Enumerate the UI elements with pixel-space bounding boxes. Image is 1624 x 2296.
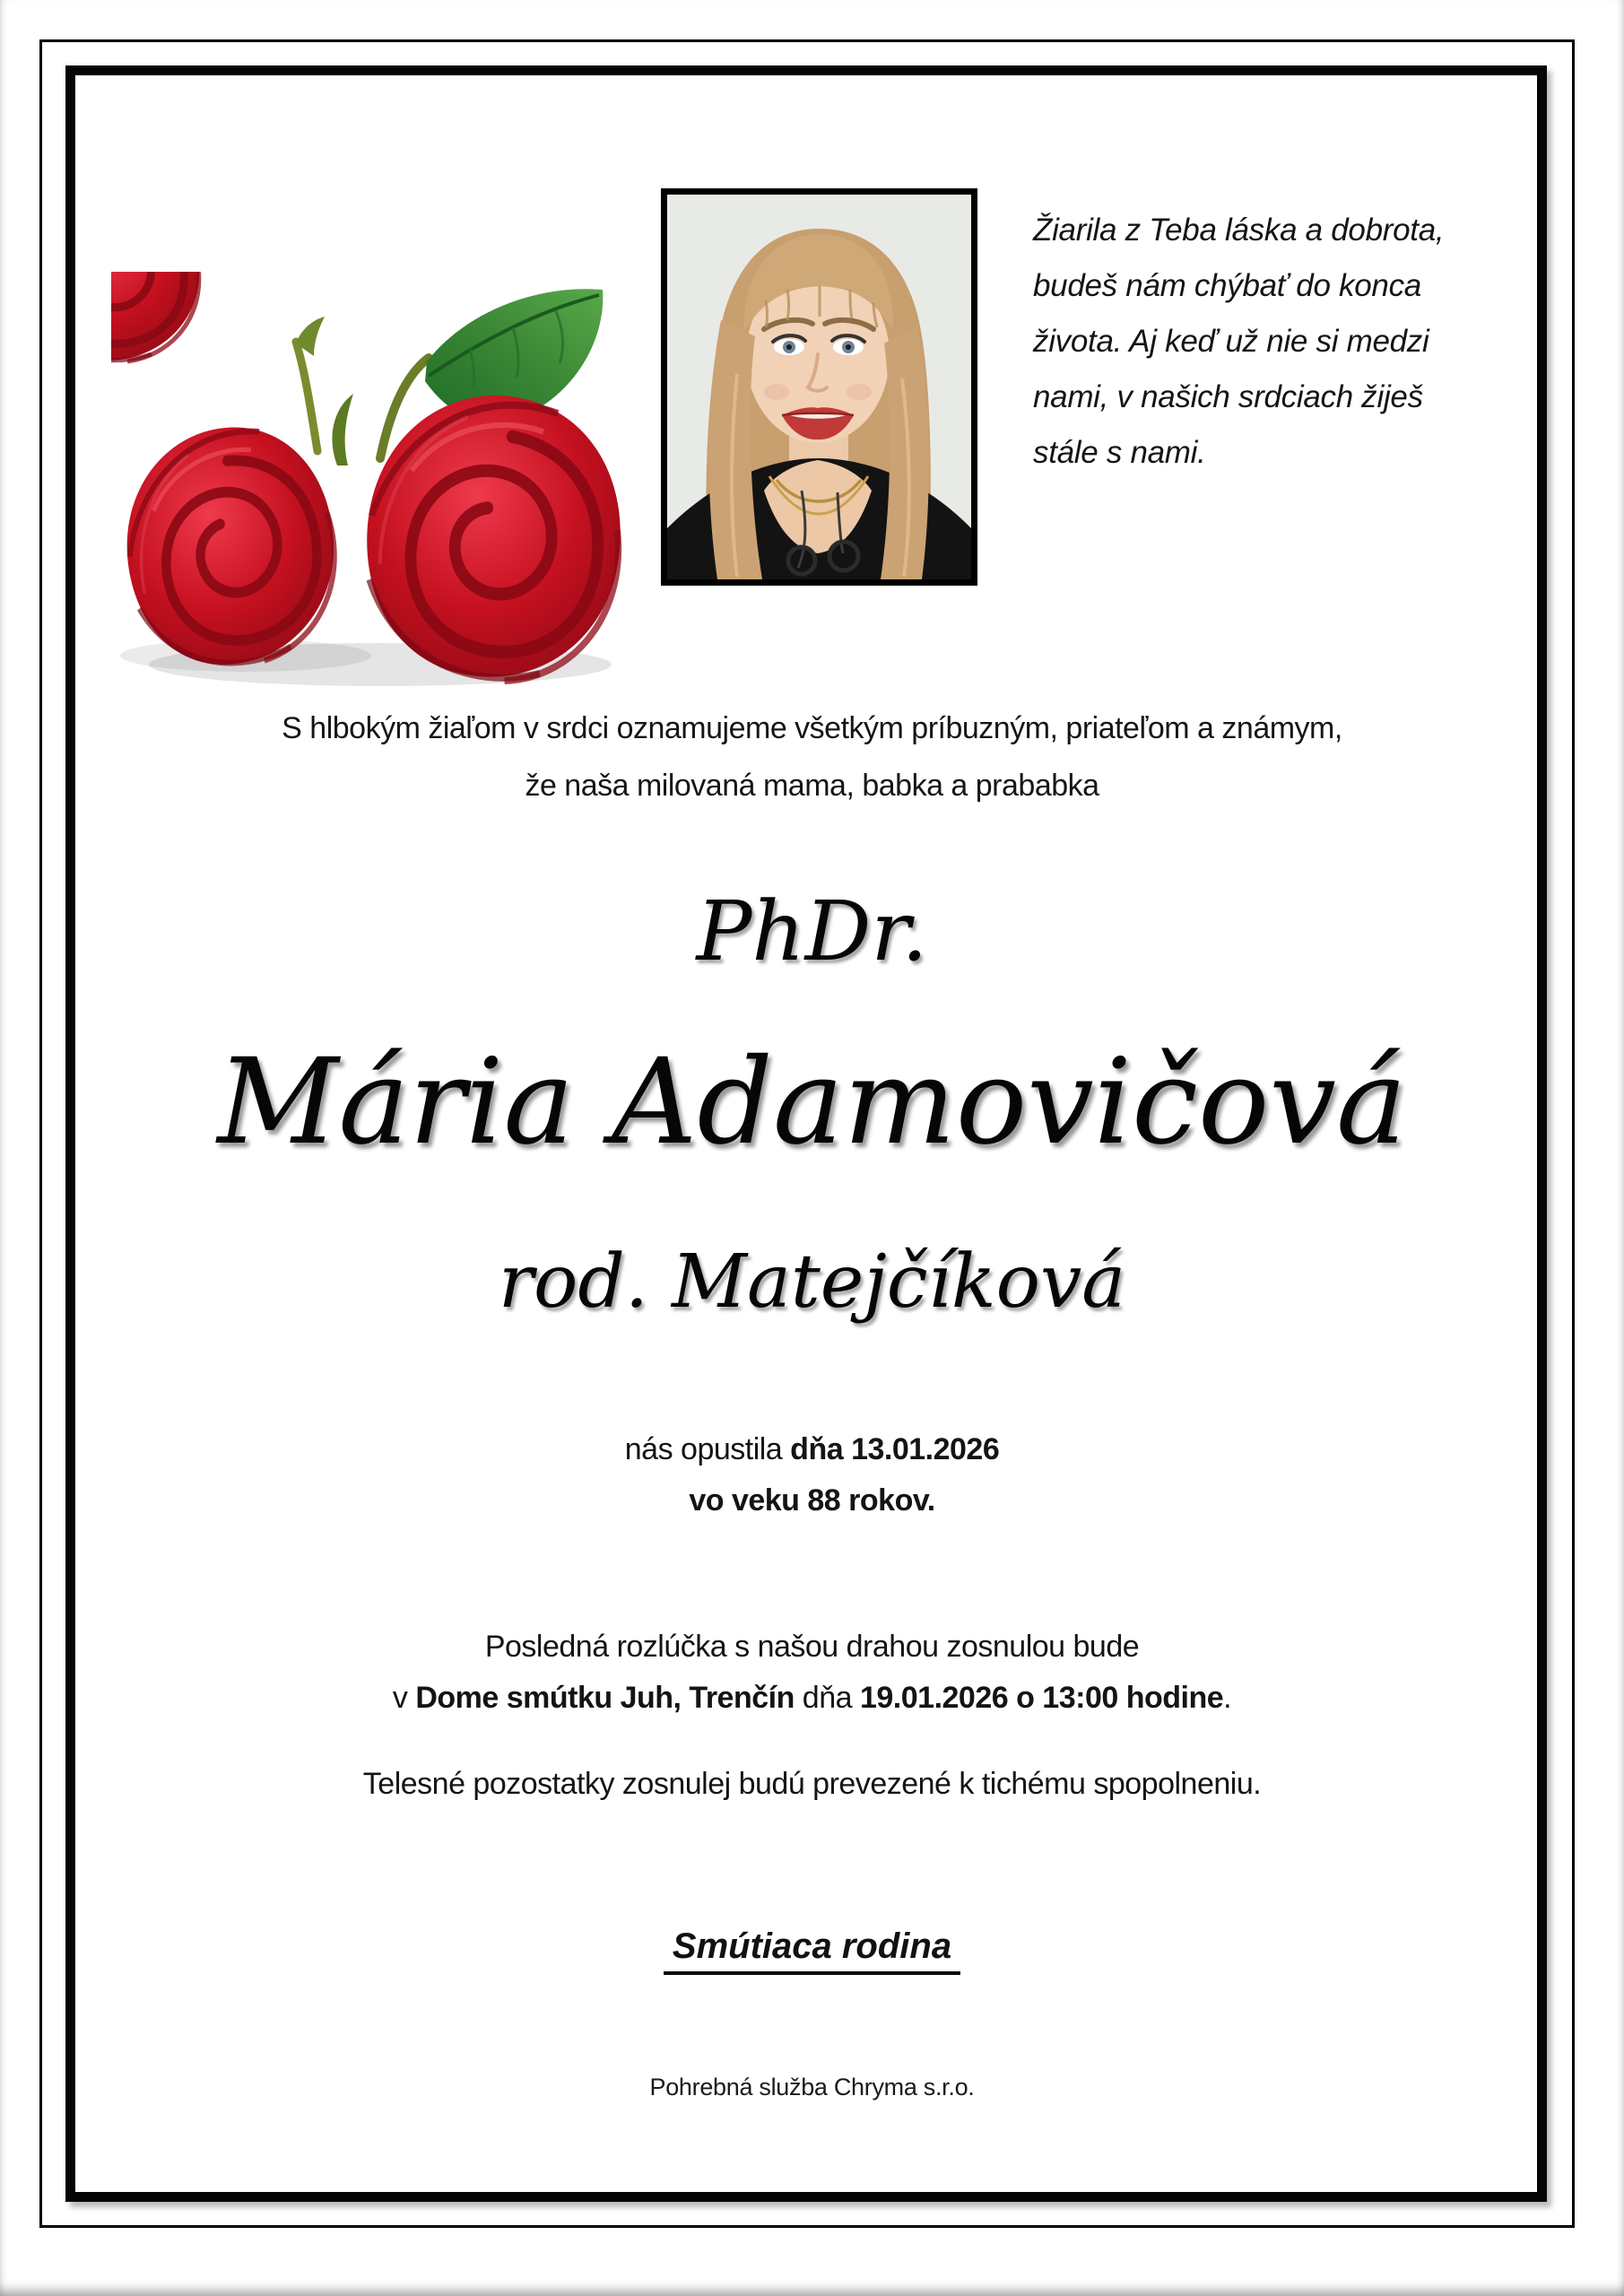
- academic-title: PhDr.: [696, 883, 928, 979]
- portrait-photo: [667, 195, 971, 579]
- quote-line: nami, v našich srdciach žiješ: [1033, 379, 1423, 414]
- farewell-seg: dňa: [794, 1681, 860, 1715]
- announcement-line-1: S hlbokým žiaľom v srdci oznamujeme všetkým príbuzným, priateľom a známym,: [282, 711, 1342, 745]
- announcement-line-2: že naša milovaná mama, babka a prababka: [525, 769, 1099, 803]
- memorial-quote: [1033, 203, 1535, 481]
- farewell-seg: .: [1223, 1681, 1232, 1715]
- deceased-name: Mária Adamovičová: [217, 1033, 1407, 1171]
- red-roses-illustration: [111, 272, 635, 700]
- family-signature: [75, 1926, 1549, 1975]
- portrait-photo-frame: [661, 188, 977, 586]
- passing-date: dňa 13.01.2026: [790, 1432, 1000, 1466]
- red-roses-svg: [111, 272, 635, 700]
- maiden-name: rod. Matejčíková: [498, 1239, 1126, 1325]
- cremation-note: Telesné pozostatky zosnulej budú prevezené k tichému spopolneniu.: [362, 1767, 1262, 1801]
- passing-text: nás opustila: [624, 1432, 791, 1466]
- farewell-line-2: [75, 1681, 1549, 1716]
- farewell-seg: v: [392, 1681, 416, 1715]
- quote-line: budeš nám chýbať do konca: [1033, 268, 1421, 303]
- announcement: [75, 700, 1549, 814]
- family-signature-text: Smútiaca rodina: [664, 1926, 960, 1975]
- passing-date-line: [75, 1432, 1549, 1467]
- quote-line: stále s nami.: [1033, 435, 1206, 470]
- funeral-service-name: Pohrebná služba Chryma s.r.o.: [649, 2074, 975, 2100]
- quote-line: Žiarila z Teba láska a dobrota,: [1033, 213, 1445, 248]
- passing-age-line: vo veku 88 rokov.: [689, 1483, 935, 1518]
- quote-line: života. Aj keď už nie si medzi: [1033, 324, 1429, 359]
- farewell-datetime: 19.01.2026 o 13:00 hodine: [859, 1681, 1224, 1715]
- farewell-line-1: Posledná rozlúčka s našou drahou zosnulou bude: [484, 1630, 1140, 1664]
- farewell-place: Dome smútku Juh, Trenčín: [415, 1681, 795, 1715]
